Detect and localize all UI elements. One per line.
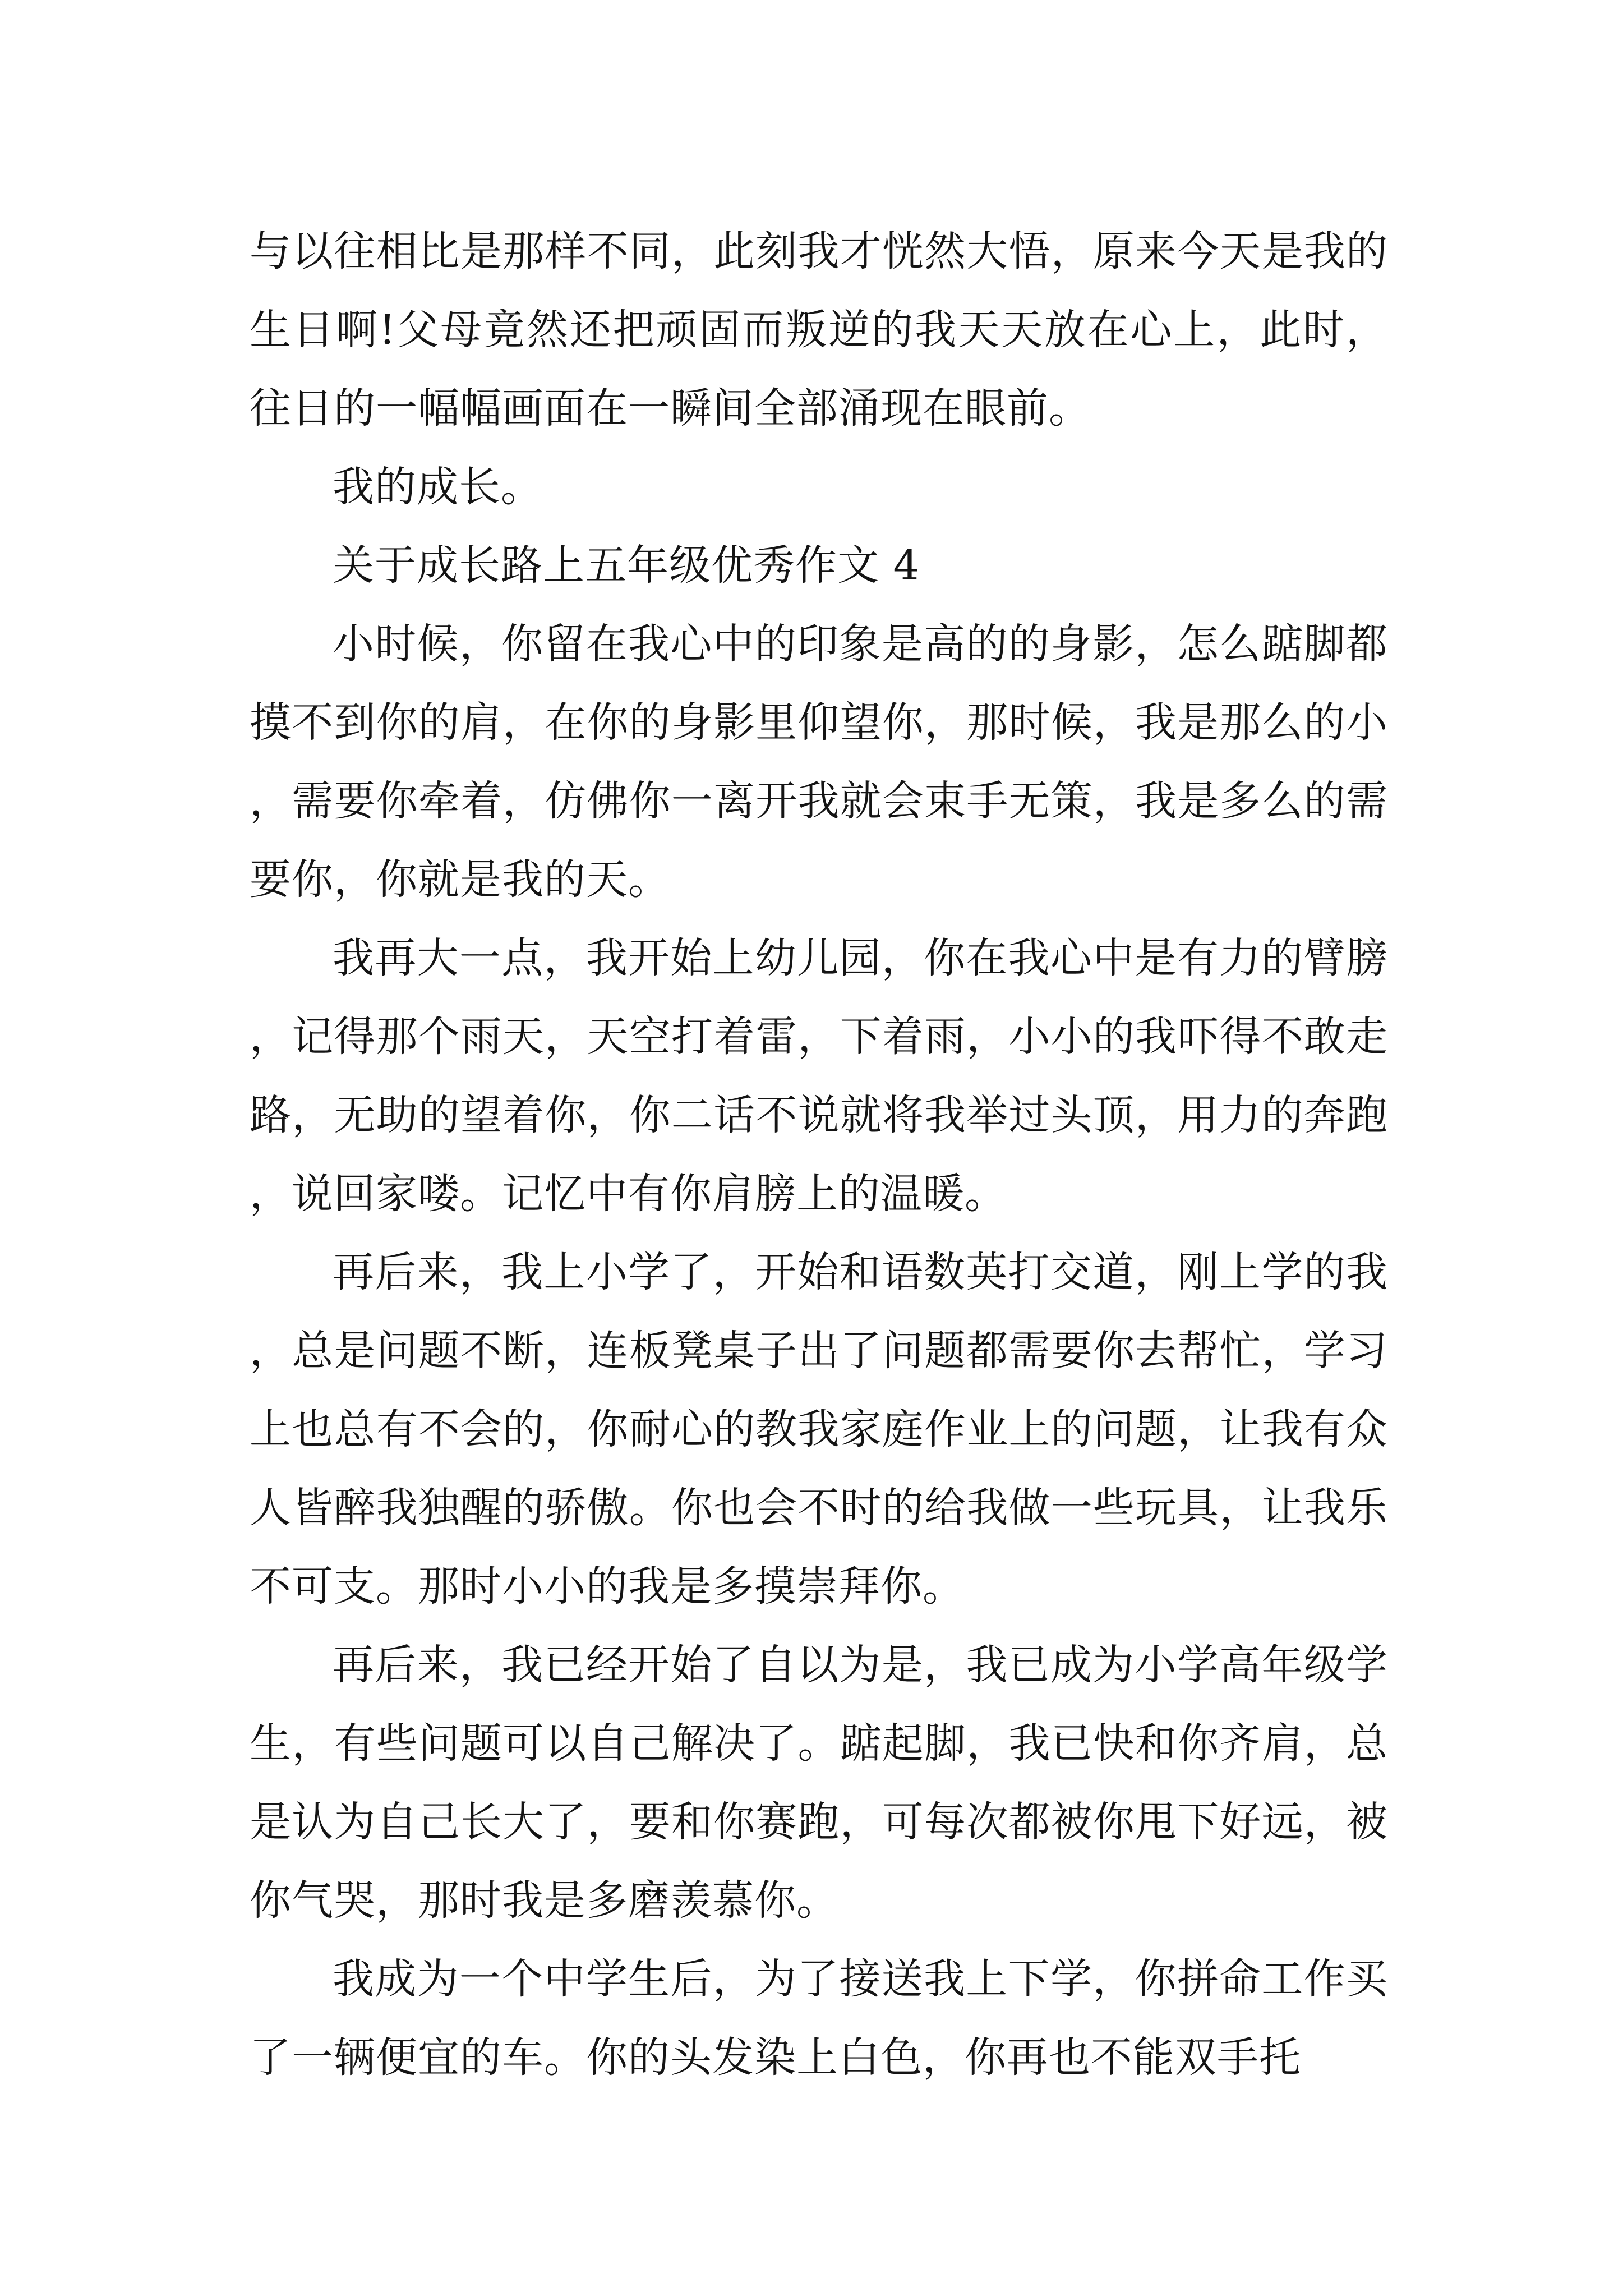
paragraph-primary-school: 再后来，我上小学了，开始和语数英打交道，刚上学的我，总是问题不断，连板凳桌子出了问题都需要你去帮忙，学习上也总有不会的，你耐心的教我家庭作业上的问题，让我有众人皆醉我独醒的骄傲。你也会不时的给我做一些玩具，让我乐不可支。那时小小的我是多摸崇拜你。 [250,1248,1388,1611]
paragraph-middle-school: 我成为一个中学生后，为了接送我上下学，你拼命工作买了一辆便宜的车。你的头发染上白色，你再也不能双手托 [250,1955,1388,2082]
essay-body [250,212,1388,2097]
paragraph-childhood: 小时候，你留在我心中的印象是高的的身影，怎么踮脚都摸不到你的肩，在你的身影里仰望你，那时候，我是那么的小，需要你牵着，仿佛你一离开我就会束手无策，我是多么的需要你，你就是我的天。 [250,620,1388,904]
paragraph-kindergarten: 我再大一点，我开始上幼儿园，你在我心中是有力的臂膀，记得那个雨天，天空打着雷，下着雨，小小的我吓得不敢走路，无助的望着你，你二话不说就将我举过头顶，用力的奔跑，说回家喽。记忆中有你肩膀上的温暖。 [250,934,1388,1218]
essay-heading: 关于成长路上五年级优秀作文 4 [333,541,920,590]
paragraph-my-growth: 我的成长。 [333,463,543,511]
paragraph-continued: 与以往相比是那样不同，此刻我才恍然大悟，原来今天是我的生日啊!父母竟然还把顽固而叛逆的我天天放在心上，此时，往日的一幅幅画面在一瞬间全部涌现在眼前。 [250,227,1388,432]
paragraph-upper-grade: 再后来，我已经开始了自以为是，我已成为小学高年级学生，有些问题可以自己解决了。踮起脚，我已快和你齐肩，总是认为自己长大了，要和你赛跑，可每次都被你甩下好远，被你气哭，那时我是多磨羡慕你。 [250,1641,1388,1925]
